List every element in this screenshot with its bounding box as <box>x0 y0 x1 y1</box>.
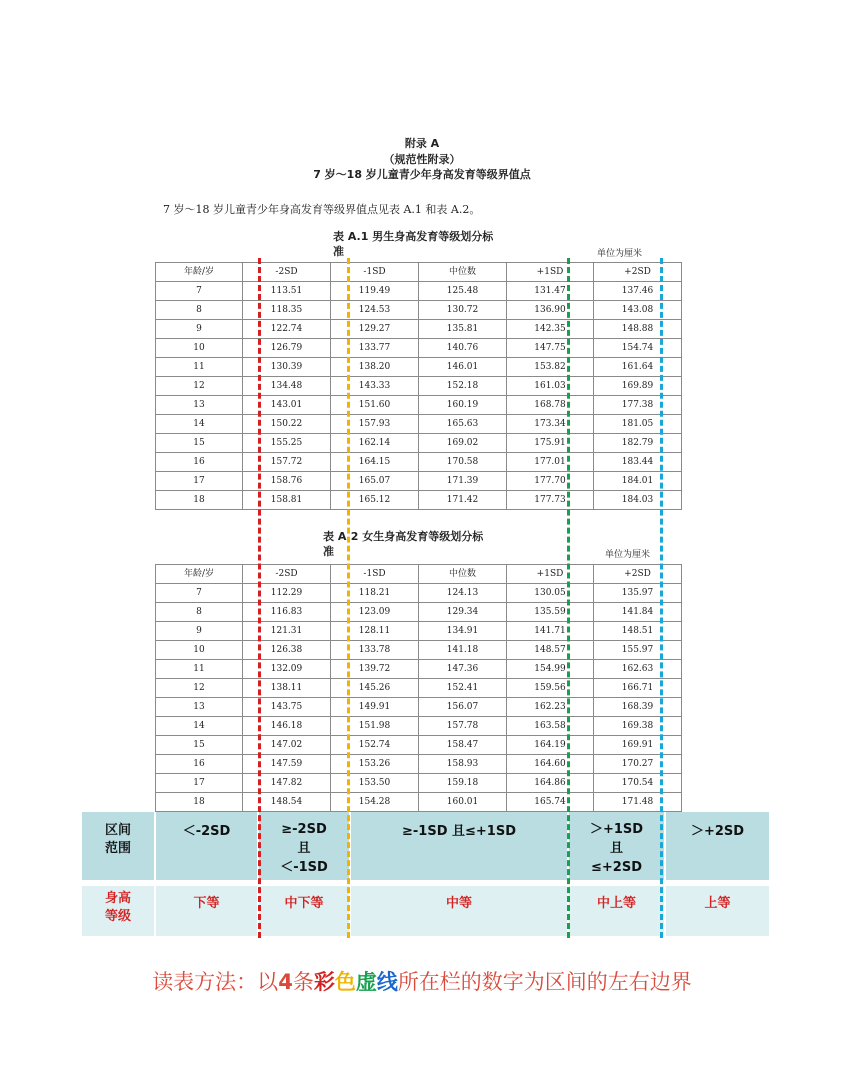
red-dashed-line <box>258 258 261 938</box>
table1-title-cont: 准 <box>333 245 344 258</box>
table-cell: 177.73 <box>507 491 594 510</box>
table-row <box>156 472 682 491</box>
table-row <box>156 301 682 320</box>
table-cell: 11 <box>156 358 243 377</box>
table-cell: 171.39 <box>419 472 507 491</box>
grade-middle: 中等 <box>351 886 567 936</box>
table-cell: 11 <box>156 660 243 679</box>
table-cell: 147.75 <box>507 339 594 358</box>
header-cell: -2SD <box>243 263 331 282</box>
footer-color-char-3: 虚 <box>355 970 377 994</box>
table-cell: 150.22 <box>243 415 331 434</box>
table-cell: 183.44 <box>594 453 682 472</box>
table-cell: 148.51 <box>594 622 682 641</box>
table-cell: 130.05 <box>507 584 594 603</box>
table-cell: 138.11 <box>243 679 331 698</box>
table-cell: 162.23 <box>507 698 594 717</box>
table-cell: 158.93 <box>419 755 507 774</box>
table-cell: 184.01 <box>594 472 682 491</box>
table-cell: 153.50 <box>331 774 419 793</box>
table-cell: 153.26 <box>331 755 419 774</box>
table-cell: 122.74 <box>243 320 331 339</box>
table-cell: 156.07 <box>419 698 507 717</box>
intro-text: 7 岁～18 岁儿童青少年身高发育等级界值点见表 A.1 和表 A.2。 <box>163 203 481 216</box>
table-cell: 159.56 <box>507 679 594 698</box>
table-cell: 157.93 <box>331 415 419 434</box>
table-cell: 146.18 <box>243 717 331 736</box>
table-row <box>156 339 682 358</box>
grade-label: 身高 等级 <box>82 886 154 936</box>
reading-instruction <box>0 966 844 996</box>
range-above-2sd: ＞+2SD <box>666 812 769 880</box>
table-row <box>156 774 682 793</box>
table1-title: 表 A.1 男生身高发育等级划分标 <box>333 230 494 243</box>
table-cell: 170.27 <box>594 755 682 774</box>
table-cell: 164.60 <box>507 755 594 774</box>
table-cell: 151.98 <box>331 717 419 736</box>
table-cell: 8 <box>156 603 243 622</box>
table-cell: 168.39 <box>594 698 682 717</box>
table-cell: 134.48 <box>243 377 331 396</box>
range-label: 区间 范围 <box>82 812 154 880</box>
table-cell: 152.41 <box>419 679 507 698</box>
table-cell: 160.01 <box>419 793 507 812</box>
table-cell: 164.15 <box>331 453 419 472</box>
table-cell: 14 <box>156 717 243 736</box>
range-1sd-2sd: ＞+1SD 且 ≤+2SD <box>569 812 664 880</box>
table-cell: 147.36 <box>419 660 507 679</box>
footer-color-char-1: 彩 <box>313 970 335 994</box>
table-cell: 15 <box>156 434 243 453</box>
grade-upper-middle: 中上等 <box>569 886 664 936</box>
table2-title-cont: 准 <box>323 545 334 558</box>
header-cell: -1SD <box>331 263 419 282</box>
table-cell: 7 <box>156 584 243 603</box>
header-cell: 中位数 <box>419 263 507 282</box>
table-cell: 184.03 <box>594 491 682 510</box>
table-cell: 158.81 <box>243 491 331 510</box>
table-cell: 169.02 <box>419 434 507 453</box>
table-cell: 118.21 <box>331 584 419 603</box>
table-cell: 141.84 <box>594 603 682 622</box>
table-cell: 139.72 <box>331 660 419 679</box>
header-cell: +2SD <box>594 263 682 282</box>
table-row <box>156 622 682 641</box>
table-cell: 147.02 <box>243 736 331 755</box>
table-cell: 12 <box>156 377 243 396</box>
table-cell: 141.71 <box>507 622 594 641</box>
header-cell: 年龄/岁 <box>156 565 243 584</box>
table-cell: 152.18 <box>419 377 507 396</box>
table-cell: 118.35 <box>243 301 331 320</box>
table-cell: 132.09 <box>243 660 331 679</box>
table2-title: 表 A.2 女生身高发育等级划分标 <box>323 530 484 543</box>
table-cell: 166.71 <box>594 679 682 698</box>
table-cell: 181.05 <box>594 415 682 434</box>
table-cell: 161.64 <box>594 358 682 377</box>
table-cell: 13 <box>156 698 243 717</box>
table-cell: 157.78 <box>419 717 507 736</box>
legend-grade-row <box>82 886 769 936</box>
table-cell: 175.91 <box>507 434 594 453</box>
table-cell: 9 <box>156 622 243 641</box>
table-cell: 121.31 <box>243 622 331 641</box>
table-cell: 162.14 <box>331 434 419 453</box>
table-cell: 154.99 <box>507 660 594 679</box>
table-cell: 165.63 <box>419 415 507 434</box>
table-cell: 131.47 <box>507 282 594 301</box>
table-cell: 163.58 <box>507 717 594 736</box>
table-cell: 124.13 <box>419 584 507 603</box>
table-cell: 151.60 <box>331 396 419 415</box>
table-cell: 149.91 <box>331 698 419 717</box>
table-cell: 7 <box>156 282 243 301</box>
table-cell: 177.01 <box>507 453 594 472</box>
table-cell: 162.63 <box>594 660 682 679</box>
table-cell: 165.74 <box>507 793 594 812</box>
table-cell: 8 <box>156 301 243 320</box>
table-row <box>156 396 682 415</box>
header-cell: -1SD <box>331 565 419 584</box>
table-cell: 177.70 <box>507 472 594 491</box>
table-cell: 129.34 <box>419 603 507 622</box>
table-cell: 126.38 <box>243 641 331 660</box>
cyan-dashed-line <box>660 258 663 938</box>
table-cell: 170.54 <box>594 774 682 793</box>
table-cell: 143.08 <box>594 301 682 320</box>
table-cell: 164.19 <box>507 736 594 755</box>
table-cell: 12 <box>156 679 243 698</box>
header-cell: +1SD <box>507 263 594 282</box>
table-boys <box>155 262 682 510</box>
range-below-2sd: ＜-2SD <box>156 812 257 880</box>
table-row <box>156 320 682 339</box>
table-cell: 169.91 <box>594 736 682 755</box>
table-cell: 173.34 <box>507 415 594 434</box>
table-cell: 157.72 <box>243 453 331 472</box>
table-cell: 168.78 <box>507 396 594 415</box>
yellow-dashed-line <box>347 258 350 938</box>
table-row <box>156 491 682 510</box>
table-cell: 10 <box>156 641 243 660</box>
table-cell: 128.11 <box>331 622 419 641</box>
table-cell: 126.79 <box>243 339 331 358</box>
table-cell: 136.90 <box>507 301 594 320</box>
table-row <box>156 736 682 755</box>
table-cell: 154.74 <box>594 339 682 358</box>
table-cell: 10 <box>156 339 243 358</box>
table-cell: 15 <box>156 736 243 755</box>
table-cell: 125.48 <box>419 282 507 301</box>
green-dashed-line <box>567 258 570 938</box>
table-cell: 158.76 <box>243 472 331 491</box>
table-cell: 112.29 <box>243 584 331 603</box>
range-middle: ≥-1SD 且≤+1SD <box>351 812 567 880</box>
table-cell: 177.38 <box>594 396 682 415</box>
table-cell: 165.07 <box>331 472 419 491</box>
table-cell: 17 <box>156 774 243 793</box>
table-cell: 129.27 <box>331 320 419 339</box>
header-cell: -2SD <box>243 565 331 584</box>
table-row <box>156 358 682 377</box>
table-cell: 123.09 <box>331 603 419 622</box>
table-cell: 171.42 <box>419 491 507 510</box>
table-cell: 130.72 <box>419 301 507 320</box>
table-cell: 9 <box>156 320 243 339</box>
table-cell: 143.75 <box>243 698 331 717</box>
table-cell: 154.28 <box>331 793 419 812</box>
table-cell: 153.82 <box>507 358 594 377</box>
table-cell: 171.48 <box>594 793 682 812</box>
table-cell: 17 <box>156 472 243 491</box>
table-cell: 147.59 <box>243 755 331 774</box>
footer-num: 4 <box>278 970 293 994</box>
footer-part1: 读表方法：以 <box>152 970 279 994</box>
table-cell: 159.18 <box>419 774 507 793</box>
footer-color-char-4: 线 <box>376 970 398 994</box>
table-cell: 147.82 <box>243 774 331 793</box>
table-cell: 124.53 <box>331 301 419 320</box>
header-cell: 年龄/岁 <box>156 263 243 282</box>
appendix-subtitle: （规范性附录） <box>383 153 461 166</box>
footer-color-char-2: 色 <box>334 970 356 994</box>
table-cell: 155.97 <box>594 641 682 660</box>
table-row <box>156 282 682 301</box>
table-cell: 161.03 <box>507 377 594 396</box>
table-cell: 182.79 <box>594 434 682 453</box>
table-row <box>156 377 682 396</box>
table-row <box>156 793 682 812</box>
table-cell: 170.58 <box>419 453 507 472</box>
table-row <box>156 641 682 660</box>
table-cell: 138.20 <box>331 358 419 377</box>
table-cell: 116.83 <box>243 603 331 622</box>
table-header-row <box>156 263 682 282</box>
footer-part2: 条 <box>292 970 314 994</box>
table-cell: 143.33 <box>331 377 419 396</box>
table-row <box>156 453 682 472</box>
table-cell: 158.47 <box>419 736 507 755</box>
table-cell: 119.49 <box>331 282 419 301</box>
table-row <box>156 415 682 434</box>
range-2sd-1sd: ≥-2SD 且 ＜-1SD <box>259 812 349 880</box>
table-row <box>156 603 682 622</box>
table-cell: 165.12 <box>331 491 419 510</box>
appendix-title: 附录 A <box>404 137 440 150</box>
table-cell: 16 <box>156 755 243 774</box>
table-cell: 135.97 <box>594 584 682 603</box>
grade-lower-middle: 中下等 <box>259 886 349 936</box>
table-row <box>156 717 682 736</box>
table-cell: 155.25 <box>243 434 331 453</box>
appendix-heading: 7 岁～18 岁儿童青少年身高发育等级界值点 <box>313 168 531 181</box>
table-cell: 133.78 <box>331 641 419 660</box>
table-cell: 146.01 <box>419 358 507 377</box>
header-cell: +1SD <box>507 565 594 584</box>
header-cell: 中位数 <box>419 565 507 584</box>
table-header-row <box>156 565 682 584</box>
table-cell: 164.86 <box>507 774 594 793</box>
table-cell: 135.59 <box>507 603 594 622</box>
table-cell: 145.26 <box>331 679 419 698</box>
header-cell: +2SD <box>594 565 682 584</box>
table-cell: 135.81 <box>419 320 507 339</box>
table-cell: 18 <box>156 491 243 510</box>
table-cell: 142.35 <box>507 320 594 339</box>
table-cell: 141.18 <box>419 641 507 660</box>
table-cell: 18 <box>156 793 243 812</box>
table-girls <box>155 564 682 812</box>
table-row <box>156 434 682 453</box>
grade-low: 下等 <box>156 886 257 936</box>
table-row <box>156 660 682 679</box>
table-cell: 14 <box>156 415 243 434</box>
table-cell: 143.01 <box>243 396 331 415</box>
grade-high: 上等 <box>666 886 769 936</box>
table-cell: 137.46 <box>594 282 682 301</box>
table-cell: 148.54 <box>243 793 331 812</box>
table-cell: 130.39 <box>243 358 331 377</box>
table1-unit: 单位为厘米 <box>597 249 643 259</box>
table-cell: 16 <box>156 453 243 472</box>
footer-part3: 所在栏的数字为区间的左右边界 <box>397 970 692 994</box>
table-cell: 148.88 <box>594 320 682 339</box>
table-cell: 152.74 <box>331 736 419 755</box>
table-cell: 113.51 <box>243 282 331 301</box>
table-row <box>156 679 682 698</box>
table2-unit: 单位为厘米 <box>605 550 651 560</box>
table-row <box>156 755 682 774</box>
table-cell: 134.91 <box>419 622 507 641</box>
table-cell: 13 <box>156 396 243 415</box>
table-cell: 133.77 <box>331 339 419 358</box>
table-row <box>156 584 682 603</box>
legend-range-row <box>82 812 769 880</box>
table-cell: 169.38 <box>594 717 682 736</box>
table-cell: 148.57 <box>507 641 594 660</box>
table-cell: 160.19 <box>419 396 507 415</box>
table-cell: 169.89 <box>594 377 682 396</box>
table-row <box>156 698 682 717</box>
table-cell: 140.76 <box>419 339 507 358</box>
